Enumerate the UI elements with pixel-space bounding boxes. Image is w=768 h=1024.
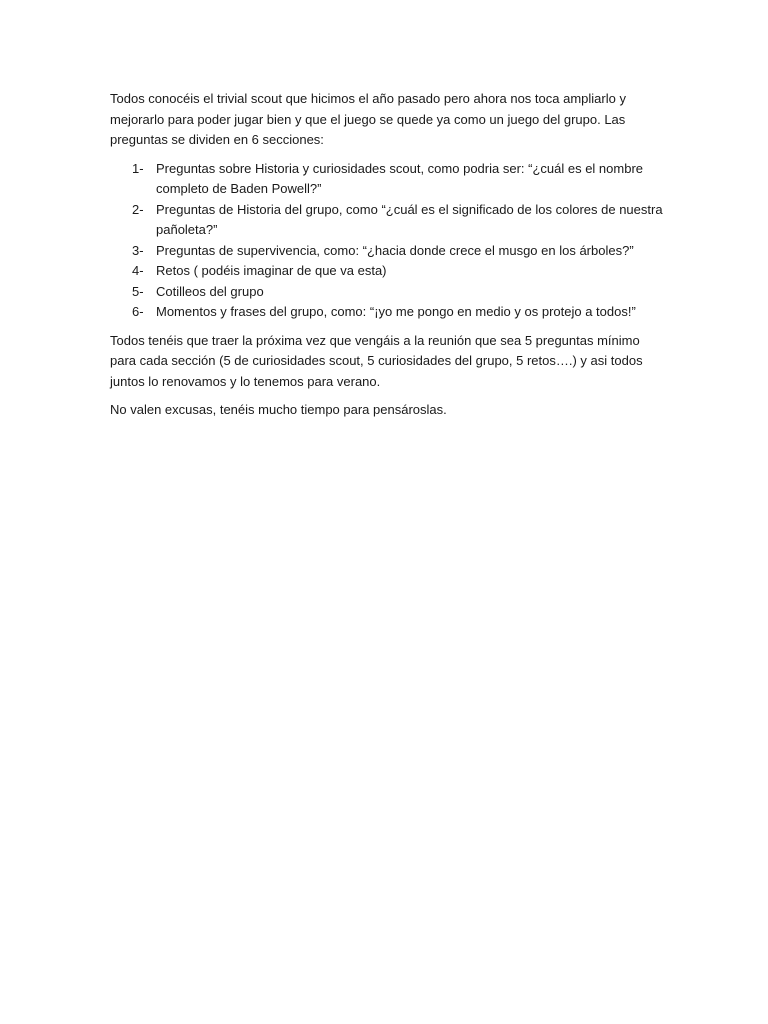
list-item — [110, 261, 666, 282]
list-number: 3- — [132, 242, 144, 258]
list-text: Preguntas de supervivencia, como: “¿hacia donde crece el musgo en los árboles?” — [156, 242, 634, 258]
list-item — [110, 282, 666, 303]
list-number: 1- — [132, 160, 144, 176]
list-text: Cotilleos del grupo — [156, 283, 264, 299]
list-number: 5- — [132, 283, 144, 299]
list-item — [110, 302, 666, 323]
list-number: 2- — [132, 201, 144, 217]
list-item — [110, 159, 666, 200]
list-item — [110, 241, 666, 262]
list-number: 6- — [132, 304, 144, 319]
instructions-paragraph: Todos tenéis que traer la próxima vez que vengáis a la reunión que sea 5 preguntas mínimo para cada sección (5 de curiosidades scout, 5 curiosidades del grupo, 5 retos….) y asi todos juntos lo renovamos y lo tenemos para verano. — [110, 332, 643, 389]
list-text: Retos ( podéis imaginar de que va esta) — [156, 263, 387, 278]
intro-paragraph: Todos conocéis el trivial scout que hicimos el año pasado pero ahora nos toca ampliarlo y mejorarlo para poder jugar bien y que el juego se quede ya como un juego del grupo. Las preguntas se dividen en 6 secciones: — [110, 91, 626, 147]
list-text: Momentos y frases del grupo, como: “¡yo me pongo en medio y os protejo a todos!” — [156, 304, 636, 319]
list-item — [110, 200, 666, 241]
document-body — [110, 89, 666, 429]
list-number: 4- — [132, 263, 144, 278]
sections-list — [110, 159, 666, 323]
list-text: Preguntas de Historia del grupo, como “¿cuál es el significado de los colores de nuestra pañoleta?” — [156, 201, 663, 237]
list-text: Preguntas sobre Historia y curiosidades scout, como podria ser: “¿cuál es el nombre completo de Baden Powell?” — [156, 160, 643, 196]
closing-paragraph: No valen excusas, tenéis mucho tiempo para pensároslas. — [110, 402, 447, 417]
